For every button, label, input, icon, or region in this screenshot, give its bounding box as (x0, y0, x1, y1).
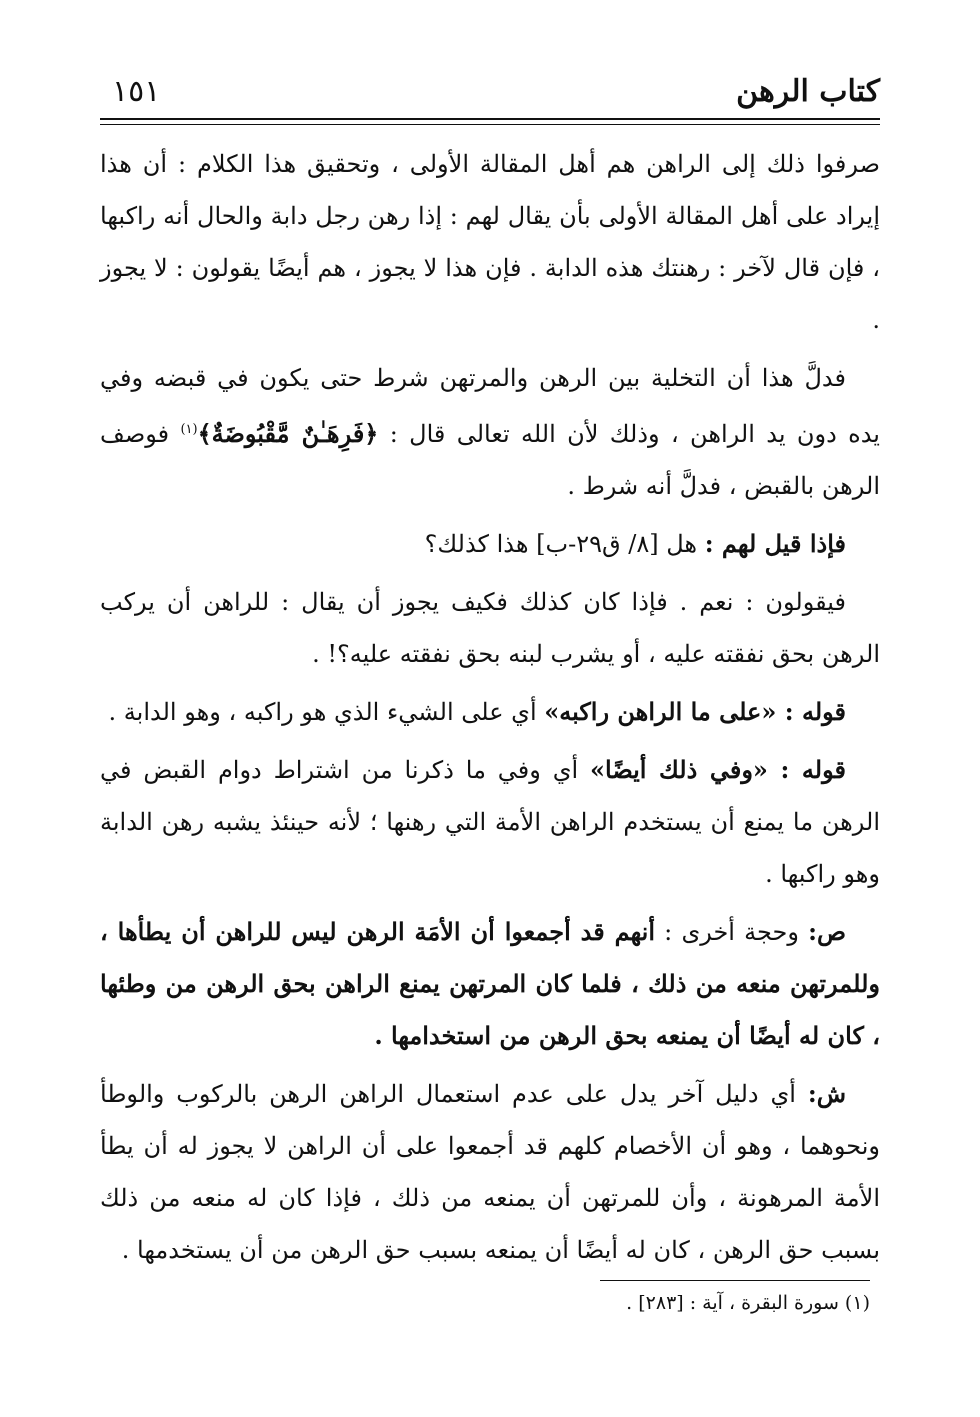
page-number: ١٥١ (112, 74, 161, 109)
quoted-phrase: قوله : «وفي ذلك أيضًا» (590, 755, 846, 784)
paragraph (100, 352, 880, 512)
paragraph (100, 576, 880, 680)
paragraph (100, 686, 880, 738)
paragraph (100, 906, 880, 1062)
paragraph-text: هل [٨/ ق٢٩-ب] هذا كذلك؟ (424, 530, 705, 558)
paragraph-text: أي وفي ما ذكرنا من اشتراط دوام القبض في الرهن ما يمنع أن يستخدم الراهن الأمة التي رهنها ؛ لأنه حينئذ يشبه رهن الدابة وهو راكبها . (100, 756, 880, 888)
paragraph-text: فدلَّ هذا أن التخلية بين الرهن والمرتهن شرط حتى يكون في قبضه وفي يده دون يد الراهن ، وذلك لأن الله تعالى قال : (100, 364, 880, 448)
lead-phrase: ص: (808, 917, 846, 946)
paragraph-text: وحجة أخرى : (655, 918, 809, 946)
footnote-rule (600, 1280, 870, 1281)
paragraph-text: فيقولون : نعم . فإذا كان كذلك فكيف يجوز أن يقال : للراهن أن يركب الرهن بحق نفقته عليه ، أو يشرب لبنه بحق نفقته عليه؟! . (100, 588, 880, 668)
header-rule-thick (100, 118, 880, 120)
paragraph (100, 744, 880, 900)
lead-phrase: فإذا قيل لهم : (704, 529, 846, 558)
paragraph-text: أي على الشيء الذي هو راكبه ، وهو الدابة . (108, 698, 545, 726)
paragraph (100, 518, 880, 570)
quran-verse: ﴿فَرِهَـٰنٌ مَّقْبُوضَةٌ﴾ (197, 419, 379, 448)
main-text-bold: أنهم قد أجمعوا أن الأمَة الرهن ليس للراهن أن يطأها ، وللمرتهن منعه من ذلك ، فلما كان المرتهن يمنع الراهن بحق الرهن من وطئها ، كان له أيضًا أن يمنعه بحق الرهن من استخدامها . (100, 917, 880, 1050)
paragraph (100, 138, 880, 346)
paragraph-text: صرفوا ذلك إلى الراهن هم أهل المقالة الأولى ، وتحقيق هذا الكلام : أن هذا إيراد على أهل المقالة الأولى بأن يقال لهم : إذا رهن رجل دابة والحال أنه راكبها ، فإن قال لآخر : رهنتك هذه الدابة . فإن هذا لا يجوز ، هم أيضًا يقولون : لا يجوز . (100, 150, 880, 334)
page-body (100, 138, 880, 1282)
header-rule-thin (100, 124, 880, 125)
lead-phrase: ش: (807, 1079, 846, 1108)
quoted-phrase: قوله : «على ما الراهن راكبه» (544, 697, 846, 726)
paragraph-text: أي دليل آخر يدل على عدم استعمال الراهن الرهن بالركوب والوطأ ونحوهما ، وهو أن الأخصام كلهم قد أجمعوا على أن الراهن لا يجوز له أن يطأ الأمة المرهونة ، وأن للمرتهن أن يمنعه من ذلك ، فإذا كان له منعه من ذلك بسبب حق الرهن ، كان له أيضًا أن يمنعه بسبب حق الرهن من أن يستخدمها . (100, 1080, 880, 1264)
footnote-marker: (١) (180, 422, 198, 437)
paragraph (100, 1068, 880, 1276)
running-header (100, 72, 880, 120)
chapter-title: كتاب الرهن (736, 74, 880, 109)
footnote: (١) سورة البقرة ، آية : [٢٨٣] . (626, 1292, 870, 1314)
paragraph-text: فوصف الرهن بالقبض ، فدلَّ أنه شرط . (100, 420, 880, 500)
